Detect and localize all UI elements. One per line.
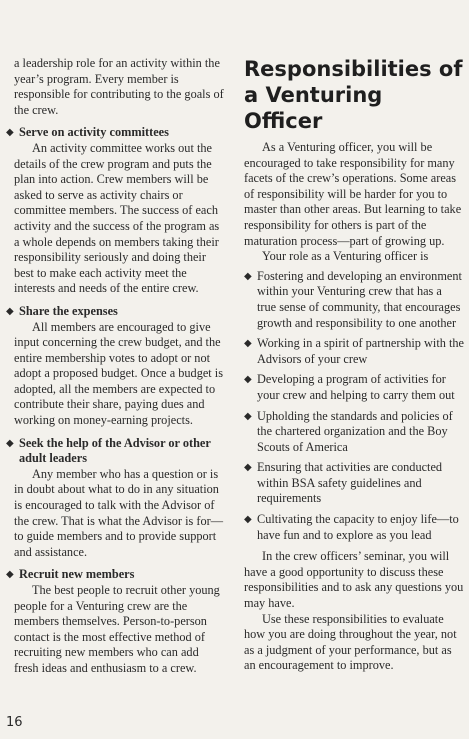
section-heading xyxy=(6,436,226,467)
section-title: Recruit new members xyxy=(19,567,135,582)
diamond-bullet-icon: ◆ xyxy=(244,514,252,526)
section-title: Seek the help of the Advisor or other adult leaders xyxy=(19,435,211,466)
responsibilities-list xyxy=(244,269,464,544)
list-item-text: Developing a program of activities for your crew and helping to carry them out xyxy=(257,372,455,402)
list-item-text: Working in a spirit of partnership with the Advisors of your crew xyxy=(257,336,464,366)
list-item-text: Fostering and developing an environment within your Venturing crew that has a true sense of community, that encourages growth and responsibility to one another xyxy=(257,268,462,330)
page-number: 16 xyxy=(6,715,23,730)
closing-paragraph-1: In the crew officers’ seminar, you will have a good opportunity to discuss these responsibilities and to ask any questions you may have. xyxy=(244,549,464,611)
section-body: Any member who has a question or is in doubt about what to do in any situation is encouraged to talk with the Advisor of the crew. That is what the Advisor is for—to guide members and to provide support and assistance. xyxy=(14,466,224,559)
list-item-text: Ensuring that activities are conducted within BSA safety guidelines and requirements xyxy=(257,460,443,506)
section-title: Share the expenses xyxy=(19,303,118,318)
right-intro-paragraph: As a Venturing officer, you will be encouraged to take responsibility for many facets of the crew’s operations. Some areas of responsibility will be harder for you to master than other areas. But learning to take responsibility for others is part of the maturation process—part of growing up. xyxy=(244,140,462,248)
section-recruit-members xyxy=(6,567,226,676)
left-intro-paragraph: a leadership role for an activity within the year’s program. Every member is responsible for contributing to the goals of the crew. xyxy=(14,56,224,117)
diamond-bullet-icon: ◆ xyxy=(244,270,252,282)
page-heading: Responsibilities of a Venturing Officer xyxy=(244,57,463,133)
left-column xyxy=(6,56,226,677)
diamond-bullet-icon: ◆ xyxy=(6,305,14,317)
section-title: Serve on activity committees xyxy=(19,125,169,140)
diamond-bullet-icon: ◆ xyxy=(6,437,14,449)
section-body: The best people to recruit other young people for a Venturing crew are the members themselves. Person-to-person contact is the most effective method of recruiting new members who can add fresh ideas and enthusiasm to a crew. xyxy=(14,583,220,675)
role-lead-in: Your role as a Venturing officer is xyxy=(262,249,429,264)
section-body: All members are encouraged to give input concerning the crew budget, and the entire membership votes to adopt or not adopt a proposed budget. Once a budget is adopted, all the members are expected to contribute their share, paying dues and working on money-earning projects. xyxy=(14,319,223,428)
list-item xyxy=(244,269,464,331)
section-heading xyxy=(6,567,226,583)
diamond-bullet-icon: ◆ xyxy=(244,374,252,386)
list-item-text: Upholding the standards and policies of the chartered organization and the Boy Scouts of America xyxy=(257,408,453,454)
list-item xyxy=(244,460,464,507)
right-column xyxy=(244,56,464,674)
diamond-bullet-icon: ◆ xyxy=(244,462,252,474)
section-heading xyxy=(6,304,226,320)
diamond-bullet-icon: ◆ xyxy=(6,127,14,139)
section-share-expenses xyxy=(6,304,226,429)
section-seek-help xyxy=(6,436,226,561)
list-item xyxy=(244,512,464,543)
list-item-text: Cultivating the capacity to enjoy life—to have fun and to explore as you lead xyxy=(257,512,459,542)
section-serve-committees xyxy=(6,125,226,297)
list-item xyxy=(244,336,464,367)
diamond-bullet-icon: ◆ xyxy=(244,338,252,350)
section-heading xyxy=(6,125,226,141)
list-item xyxy=(244,409,464,456)
closing-paragraph-2: Use these responsibilities to evaluate how you are doing throughout the year, not as a judgment of your performance, but as an encouragement to improve. xyxy=(244,611,457,673)
diamond-bullet-icon: ◆ xyxy=(6,569,14,581)
list-item xyxy=(244,372,464,403)
section-body: An activity committee works out the details of the crew program and puts the plan into action. Crew members will be asked to serve as activity chairs or committee members. The success of each activity and the success of the program as a whole depends on members taking their responsibility seriously and doing their best to make each activity meet the interests and needs of the entire crew. xyxy=(14,140,220,296)
diamond-bullet-icon: ◆ xyxy=(244,410,252,422)
